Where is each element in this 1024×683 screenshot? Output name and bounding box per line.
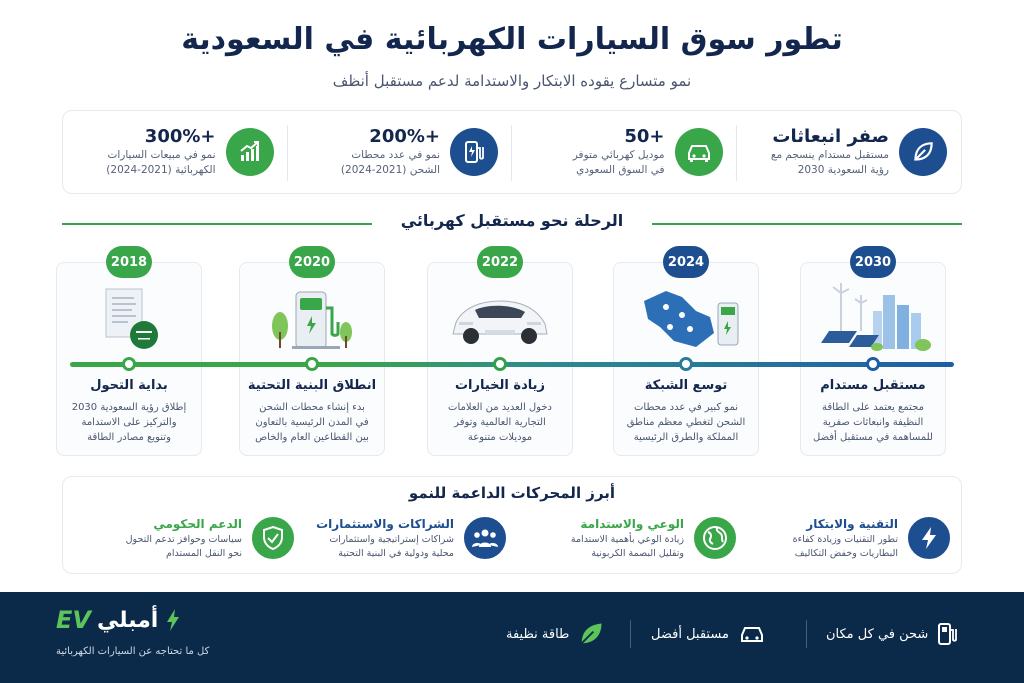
driver-desc: البطاريات وخفض التكاليف [794,547,898,559]
driver-partnerships [300,510,508,566]
timeline-desc [239,400,385,445]
timeline-desc-line: وتنويع مصادر الطاقة [87,432,171,443]
fuel-pump-icon [936,621,958,647]
footer-item-clean-energy [506,618,605,650]
timeline-title: بداية التحول [90,378,168,393]
footer-item-label: شحن في كل مكان [826,626,929,642]
stat-value: +300% [144,126,216,147]
charging-station-illustration [239,278,385,358]
stat-desc: رؤية السعودية 2030 [797,164,889,176]
timeline-desc [800,400,946,445]
timeline-desc [56,400,202,445]
timeline-desc-line: المملكة والطرق الرئيسية [633,432,739,443]
timeline-desc-line: نمو كبير في عدد محطات [633,402,739,413]
year-badge: 2024 [663,246,709,278]
brand-tagline: كل ما تحتاجه عن السيارات الكهربائية [56,646,210,657]
people-icon [462,515,508,561]
timeline-desc-line: في المدن الرئيسية بالتعاون [255,417,369,428]
year-badge: 2020 [289,246,335,278]
timeline-desc-line: بين القطاعين العام والخاص [255,432,369,443]
driver-title: الشراكات والاستثمارات [316,516,454,531]
footer-item-future [651,618,767,650]
timeline-desc-line: موديلات متنوعة [467,432,533,443]
page-title: تطور سوق السيارات الكهربائية في السعودية [181,22,843,57]
driver-title: الوعي والاستدامة [580,516,684,531]
lightning-icon [906,515,952,561]
driver-government [96,510,296,566]
timeline-desc-line: والتركيز على الاستدامة [81,417,177,428]
driver-desc: وتقليل البصمة الكربونية [591,547,684,559]
charging-station-icon [450,128,498,176]
stat-desc: الشحن (2021-2024) [340,164,440,176]
driver-title: التقنية والابتكار [806,516,898,531]
stat-models [512,111,737,193]
stat-desc: نمو في مبيعات السيارات [107,149,216,161]
timeline-desc-line: دخول العديد من العلامات [448,402,552,413]
brand-lightning-icon [164,608,182,632]
timeline-desc-line: التجارية العالمية وتوفر [454,417,546,428]
leaf-icon [577,620,605,648]
timeline-dot [866,357,880,371]
document-flag-icon [56,278,202,358]
timeline-desc [613,400,759,445]
journey-divider-right [652,223,962,225]
brand-logo [56,606,226,634]
driver-desc: محلية ودولية في البنية التحتية [338,547,454,559]
driver-awareness [538,510,738,566]
driver-technology [752,510,952,566]
timeline-dot [305,357,319,371]
stat-value: صفر انبعاثات [772,126,889,147]
globe-icon [692,515,738,561]
driver-desc: نحو النقل المستدام [166,547,242,559]
timeline-bar [70,362,954,367]
footer-divider [806,620,807,648]
timeline-desc-line: بدء إنشاء محطات الشحن [259,402,365,413]
driver-desc: زيادة الوعي بأهمية الاستدامة [570,533,684,545]
stat-value: +50 [624,126,665,147]
timeline-title: مستقبل مستدام [820,378,926,393]
timeline-title: انطلاق البنية التحتية [247,378,377,393]
stats-panel [62,110,962,194]
sustainable-city-illustration [800,278,946,358]
timeline-title: زيادة الخيارات [454,378,546,393]
journey-title: الرحلة نحو مستقبل كهربائي [400,211,624,230]
timeline-title: توسع الشبكة [644,378,728,393]
footer-item-label: مستقبل أفضل [651,626,729,642]
stat-value: +200% [369,126,440,147]
map-network-illustration [613,278,759,358]
driver-desc: سياسات وحوافز تدعم التحول [125,533,242,545]
stat-desc: موديل كهربائي متوفر [572,149,665,161]
electric-car-illustration [427,278,573,358]
timeline-desc [427,400,573,445]
timeline-desc-line: النظيفة وانبعاثات صفرية [822,417,924,428]
footer-item-charging [826,618,958,650]
stat-zero-emissions [737,111,962,193]
stat-desc: الكهربائية (2021-2024) [106,164,216,176]
stat-charging [288,111,513,193]
timeline-desc-line: إطلاق رؤية السعودية 2030 [71,402,187,413]
timeline-dot [679,357,693,371]
journey-divider-left [62,223,372,225]
car-icon [737,623,767,645]
stat-sales [63,111,288,193]
timeline-dot [122,357,136,371]
drivers-title: أبرز المحركات الداعمة للنمو [408,484,616,502]
stat-desc: نمو في عدد محطات [351,149,440,161]
stat-desc: مستقبل مستدام ينسجم مع [770,149,889,161]
year-badge: 2018 [106,246,152,278]
year-badge: 2022 [477,246,523,278]
shield-check-icon [250,515,296,561]
growth-chart-icon [226,128,274,176]
driver-desc: شراكات إستراتيجية واستثمارات [329,533,454,545]
timeline-desc-line: مجتمع يعتمد على الطاقة [822,402,924,413]
stat-desc: في السوق السعودي [576,164,665,176]
timeline-dot [493,357,507,371]
driver-desc: تطور التقنيات وزيادة كفاءة [792,533,898,545]
leaf-icon [899,128,947,176]
footer-item-label: طاقة نظيفة [506,626,570,642]
year-badge: 2030 [850,246,896,278]
driver-title: الدعم الحكومي [153,516,242,531]
timeline-desc-line: الشحن لتغطي معظم مناطق [626,417,746,428]
car-icon [675,128,723,176]
page-subtitle: نمو متسارع يقوده الابتكار والاستدامة لدعم مستقبل أنظف [332,72,692,90]
footer-divider [630,620,631,648]
brand-ev: EV [56,606,91,634]
timeline-desc-line: للمساهمة في مستقبل أفضل [813,432,933,443]
brand-name: أمبلي [96,607,159,633]
